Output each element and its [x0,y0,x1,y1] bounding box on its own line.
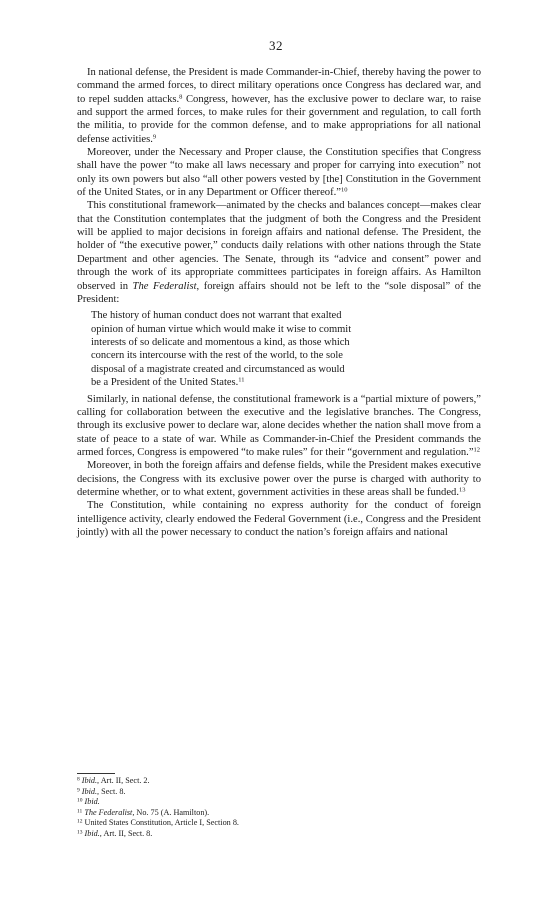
footnote-ref: 8 [179,93,183,101]
paragraph-text: The Constitution, while containing no express authority for the conduct of foreign intelligence activity, clearly endowed the Federal Government (i.e., Congress and the President jointly) with all the power necessary to conduct the nation’s foreign affairs and national [77,500,481,539]
footnote-number: 8 [77,776,80,783]
footnote-text: United States Constitution, Article I, Section 8. [84,818,239,828]
paragraph-text: Moreover, under the Necessary and Proper clause, the Constitution specifies that Congress shall have the power “to make all laws necessary and proper for carrying into execution” not only its own powers but also “all other powers vested by [the] Constitution in the Government of the United States, or in any Department or Officer thereof.” [77,147,481,199]
quote-line: The history of human conduct does not warrant that exalted [91,310,342,322]
footnote-ref: 13 [459,486,466,494]
footnote-title: The Federalist [84,807,133,817]
book-title: The Federalist [132,280,197,292]
paragraph-text: Similarly, in national defense, the constitutional framework is a “partial mixture of powers,” calling for collaboration between the executive and the legislative branches. The Congress, through its exclusive power to declare war, alone decides whether the nation shall move from a state of peace to a state of war. While as Commander-in-Chief the President commands the armed forces, Congress is empowered “to make rules” for their “government and regulation.” [77,393,481,458]
footnote-13 [77,829,481,840]
page-number: 32 [269,38,283,53]
quote-line [91,376,455,389]
quote-line: disposal of a magistrate created and circumstanced as would [91,363,345,375]
quote-line: opinion of human virtue which would make it wise to commit [91,323,352,335]
footnote-title: Ibid. [81,776,98,785]
footnote-title: Ibid. [84,797,100,807]
footnote-number: 13 [77,829,83,836]
footnotes [77,776,481,840]
paragraph-partial-mixture [77,393,481,460]
footnote-text: , Sect. 8. [97,786,126,796]
footnote-number: 11 [77,808,83,815]
footnote-text: , Art. II, Sect. 8. [99,828,153,838]
footnote-ref: 9 [152,133,157,141]
footnote-12 [77,818,481,829]
footnote-ref: 10 [340,186,348,194]
footnote-text: , Art. II, Sect. 2. [97,776,150,785]
paragraph-constitutional-framework [77,199,481,306]
footnote-divider [77,773,115,774]
footnote-number: 9 [77,787,80,794]
quote-line-text: be a President of the United States. [91,377,239,389]
quote-line: interests of so delicate and momentous a kind, as those which [91,337,350,348]
footnote-text: , No. 75 (A. Hamilton). [132,807,210,817]
footnote-11 [77,808,481,819]
paragraph-necessary-proper [77,146,481,199]
block-quote [91,309,455,389]
footnote-title: Ibid. [84,828,100,838]
footnote-8 [77,776,481,787]
footnote-ref: 11 [238,376,245,384]
footnote-ref: 12 [473,446,481,454]
paragraph-text: Congress, however, has the exclusive power to declare war, to raise and support the armed forces, to make rules for their government and regulation, to call forth the militia, to provide for the common defense, and to make appropriations for all national defense activities. [77,93,481,145]
paragraph-power-of-purse [77,459,481,499]
paragraph-intelligence-activity [77,499,481,539]
paragraph-text: This constitutional framework—animated by the checks and balances concept—makes clear that the Constitution contemplates that the judgment of both the Congress and the President will be applied to major decisions in foreign affairs and national defense. The President, the holder of “the executive power,” conducts daily relations with other nations through the State Department and other agencies. The Senate, through its “advice and consent” power and through the work of its appropriate committees participates in foreign affairs. As Hamilton observed in [77,200,481,292]
paragraph-text: Moreover, in both the foreign affairs and defense fields, while the President makes executive decisions, the Congress with its exclusive power over the purse is charged with authority to determine whether, or to what extent, government activities in these areas shall be funded. [77,460,481,499]
footnote-title: Ibid. [81,786,98,796]
footnote-number: 12 [77,818,83,825]
body-text [77,66,481,539]
paragraph-text: , foreign affairs should not be left to the “sole disposal” of the President: [77,280,481,305]
quote-line: concern its intercourse with the rest of the world, to the sole [91,350,343,362]
paragraph-text: In national defense, the President is made Commander-in-Chief, thereby having the power to command the armed forces, to direct military operations once Congress has declared war, and to repel sudden attacks. [77,67,481,105]
footnote-10 [77,797,481,808]
footnote-number: 10 [77,797,83,804]
footnote-9 [77,787,481,798]
paragraph-national-defense [77,66,481,146]
